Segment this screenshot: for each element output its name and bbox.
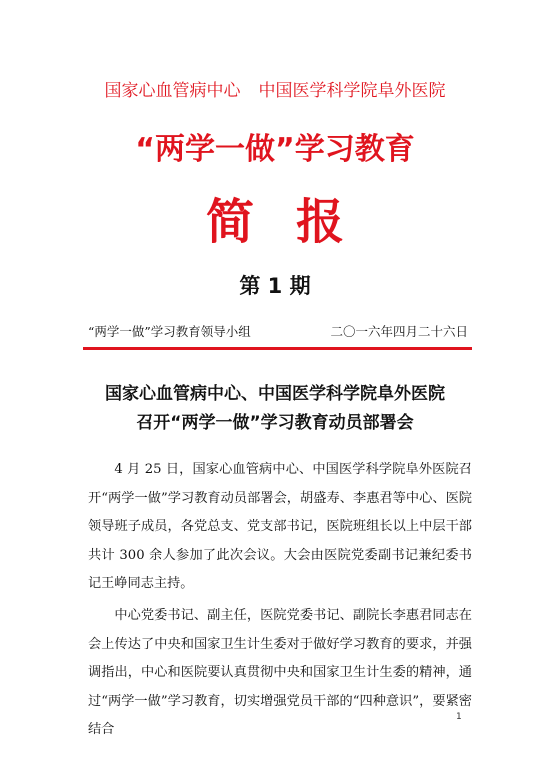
issue-date: 二〇一六年四月二十六日: [330, 324, 468, 339]
article-title-line-1: 国家心血管病中心、中国医学科学院阜外医院: [105, 384, 445, 404]
issuer-label: “两学一做”学习教育领导小组: [88, 324, 251, 339]
org-name-left: 国家心血管病中心: [104, 81, 241, 101]
organization-header: [0, 76, 550, 101]
body-paragraph-2: 中心党委书记、副主任，医院党委书记、副院长李惠君同志在会上传达了中央和国家卫生计生委对于做好学习教育的要求，并强调指出，中心和医院要认真贯彻中央和国家卫生计生委的精神，通过“两学一做”学习教育，切实增强党员干部的“四种意识”，要紧密结合: [88, 607, 472, 738]
body-paragraph-1: 4 月 25 日，国家心血管病中心、中国医学科学院阜外医院召开“两学一做”学习教育动员部署会，胡盛寿、李惠君等中心、医院领导班子成员，各党总支、党支部书记，医院班组长以上中层干部共计 300 余人参加了此次会议。大会由医院党委副书记兼纪委书记王峥同志主持。: [88, 462, 472, 592]
article-title-line-2: 召开“两学一做”学习教育动员部署会: [136, 413, 414, 433]
red-divider-rule: [83, 347, 472, 350]
org-name-right: 中国医学科学院阜外医院: [258, 81, 446, 101]
page-number: 1: [456, 712, 462, 722]
main-title: “两学一做”学习教育: [135, 132, 415, 167]
issue-number: 第 1 期: [239, 274, 311, 298]
bulletin-title: 简报: [205, 194, 386, 250]
article-body: [88, 456, 472, 748]
meta-row: [88, 322, 468, 342]
